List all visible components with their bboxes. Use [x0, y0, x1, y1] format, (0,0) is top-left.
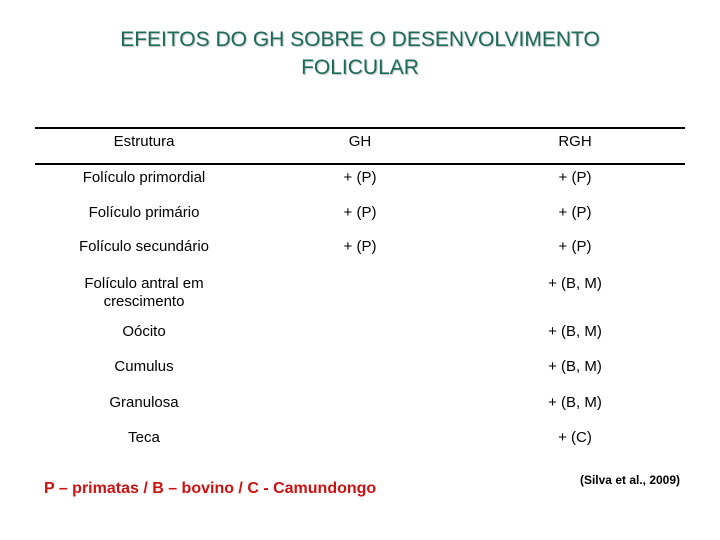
citation: (Silva et al., 2009): [579, 473, 681, 487]
row-structure: Folículo antral em crescimento: [84, 275, 204, 310]
header-gh: GH: [348, 133, 372, 150]
row-structure: Granulosa: [109, 394, 179, 411]
row-structure: Cumulus: [114, 358, 174, 375]
page-title: [0, 26, 720, 82]
row-structure: Folículo primário: [88, 204, 200, 221]
row-rgh: + (P): [558, 204, 592, 221]
title-line-1: EFEITOS DO GH SOBRE O DESENVOLVIMENTO: [120, 28, 600, 51]
title-line-2: FOLICULAR: [301, 56, 419, 79]
species-legend: P – primatas / B – bovino / C - Camundongo: [44, 480, 377, 497]
row-rgh: + (B, M): [548, 323, 602, 340]
row-rgh: + (P): [558, 169, 592, 186]
row-structure: Folículo primordial: [82, 169, 206, 186]
row-gh: + (P): [343, 238, 377, 255]
row-structure: Folículo secundário: [78, 238, 210, 255]
row-rgh: + (P): [558, 238, 592, 255]
row-gh: + (P): [343, 169, 377, 186]
table-header-rule: [35, 163, 685, 165]
row-gh: + (P): [343, 204, 377, 221]
table-top-rule: [35, 127, 685, 129]
row-rgh: + (B, M): [548, 358, 602, 375]
row-rgh: + (B, M): [548, 275, 602, 292]
row-rgh: + (B, M): [548, 394, 602, 411]
row-structure: Teca: [128, 429, 160, 446]
header-rgh: RGH: [558, 133, 592, 150]
row-rgh: + (C): [558, 429, 592, 446]
header-estrutura: Estrutura: [113, 133, 175, 150]
row-structure: Oócito: [122, 323, 166, 340]
